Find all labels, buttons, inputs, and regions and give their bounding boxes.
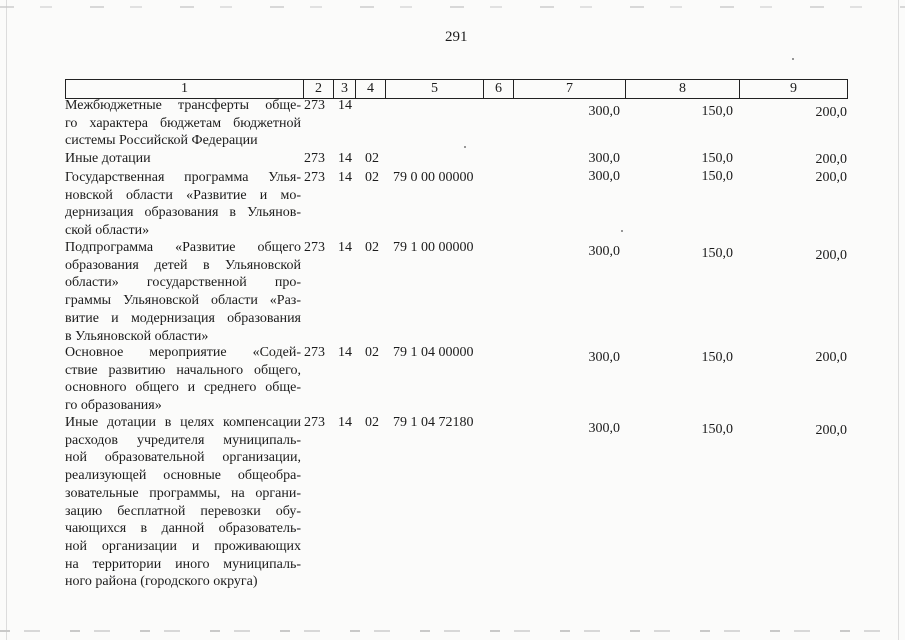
row-label-line: зовательные программы, на органи- <box>65 485 301 501</box>
column-header-2: 2 <box>303 80 333 98</box>
column-2-cell: 273 <box>304 98 325 113</box>
value-col-8: 150,0 <box>701 350 733 365</box>
value-col-7: 300,0 <box>588 421 620 436</box>
column-5-cell: 79 1 00 00000 <box>393 240 474 255</box>
row-label-line: Иные дотации <box>65 151 151 166</box>
scan-speck <box>792 58 794 60</box>
row-label <box>65 150 301 168</box>
column-2-cell: 273 <box>304 151 325 166</box>
scan-edge-right <box>898 0 899 640</box>
column-3-cell: 14 <box>338 170 352 185</box>
row-label <box>65 414 301 591</box>
column-3-cell: 14 <box>338 151 352 166</box>
value-col-9: 200,0 <box>815 105 847 120</box>
row-label-line: зацию бесплатной перевозки обу- <box>65 503 301 519</box>
value-col-9: 200,0 <box>815 170 847 185</box>
column-header-6: 6 <box>483 80 513 98</box>
value-col-7: 300,0 <box>588 244 620 259</box>
row-label-line: основного общего и среднего обще- <box>65 380 301 396</box>
scan-speck <box>621 230 623 232</box>
column-header-5: 5 <box>385 80 483 98</box>
row-label-line: ской области» <box>65 223 150 239</box>
row-label-line: расходов учредителя муниципаль- <box>65 432 301 448</box>
row-label-line: Подпрограмма «Развитие общего <box>65 240 301 255</box>
row-label-line: ной образовательной организации, <box>65 450 301 466</box>
value-col-8: 150,0 <box>701 246 733 261</box>
row-label-line: реализующей основные общеобра- <box>65 468 301 484</box>
row-label-line: на территории иного муниципаль- <box>65 556 301 572</box>
value-col-9: 200,0 <box>815 350 847 365</box>
value-col-7: 300,0 <box>588 151 620 166</box>
value-col-7: 300,0 <box>588 169 620 184</box>
value-col-8: 150,0 <box>701 104 733 119</box>
row-label <box>65 239 301 345</box>
row-label-line: области» государственной про- <box>65 275 301 291</box>
row-label-line: ного района (городского округа) <box>65 574 258 590</box>
column-4-cell: 02 <box>365 170 379 185</box>
column-header-9: 9 <box>739 80 847 98</box>
row-label-line: новской области «Развитие и мо- <box>65 187 301 203</box>
row-label-line: ствие развитию начального общего, <box>65 362 301 378</box>
scan-edge-top <box>0 6 905 8</box>
row-label-line: Межбюджетные трансферты обще- <box>65 98 301 113</box>
row-label <box>65 344 301 415</box>
column-header-4: 4 <box>355 80 385 98</box>
row-label-line: системы Российской Федерации <box>65 133 258 149</box>
value-col-8: 150,0 <box>701 169 733 184</box>
row-label-line: го характера бюджетам бюджетной <box>65 115 301 131</box>
row-label-line: Иные дотации в целях компенсации <box>65 415 301 430</box>
row-label-line: в Ульяновской области» <box>65 328 209 344</box>
column-header-1: 1 <box>181 81 188 96</box>
row-label-line: дернизация образования в Ульянов- <box>65 205 301 221</box>
table-header <box>65 79 848 99</box>
value-col-7: 300,0 <box>588 350 620 365</box>
column-4-cell: 02 <box>365 345 379 360</box>
scan-edge-bottom <box>0 630 905 632</box>
column-2-cell: 273 <box>304 345 325 360</box>
value-col-7: 300,0 <box>588 104 620 119</box>
column-header-8: 8 <box>625 80 739 98</box>
column-4-cell: 02 <box>365 415 379 430</box>
value-col-9: 200,0 <box>815 248 847 263</box>
value-col-9: 200,0 <box>815 423 847 438</box>
column-header-3: 3 <box>333 80 355 98</box>
row-label <box>65 97 301 150</box>
row-label-line: чающихся в данной образователь- <box>65 521 301 537</box>
row-label-line: Основное мероприятие «Содей- <box>65 345 301 360</box>
column-5-cell: 79 1 04 00000 <box>393 345 474 360</box>
value-col-8: 150,0 <box>701 151 733 166</box>
column-header-7: 7 <box>513 80 625 98</box>
row-label-line: ной организации и проживающих <box>65 538 301 554</box>
column-4-cell: 02 <box>365 151 379 166</box>
value-col-8: 150,0 <box>701 422 733 437</box>
row-label-line: граммы Ульяновской области «Раз- <box>65 293 301 309</box>
column-3-cell: 14 <box>338 240 352 255</box>
column-3-cell: 14 <box>338 345 352 360</box>
column-5-cell: 79 1 04 72180 <box>393 415 474 430</box>
column-2-cell: 273 <box>304 170 325 185</box>
value-col-9: 200,0 <box>815 152 847 167</box>
row-label-line: витие и модернизация образования <box>65 310 301 326</box>
column-5-cell: 79 0 00 00000 <box>393 170 474 185</box>
column-4-cell: 02 <box>365 240 379 255</box>
scan-speck <box>464 146 466 148</box>
row-label <box>65 169 301 240</box>
page-number: 291 <box>445 29 468 45</box>
column-3-cell: 14 <box>338 98 352 113</box>
column-3-cell: 14 <box>338 415 352 430</box>
column-2-cell: 273 <box>304 415 325 430</box>
scan-edge-left <box>6 0 7 640</box>
row-label-line: го образования» <box>65 398 162 414</box>
row-label-line: образования детей в Ульяновской <box>65 257 301 273</box>
row-label-line: Государственная программа Улья- <box>65 170 301 185</box>
column-2-cell: 273 <box>304 240 325 255</box>
